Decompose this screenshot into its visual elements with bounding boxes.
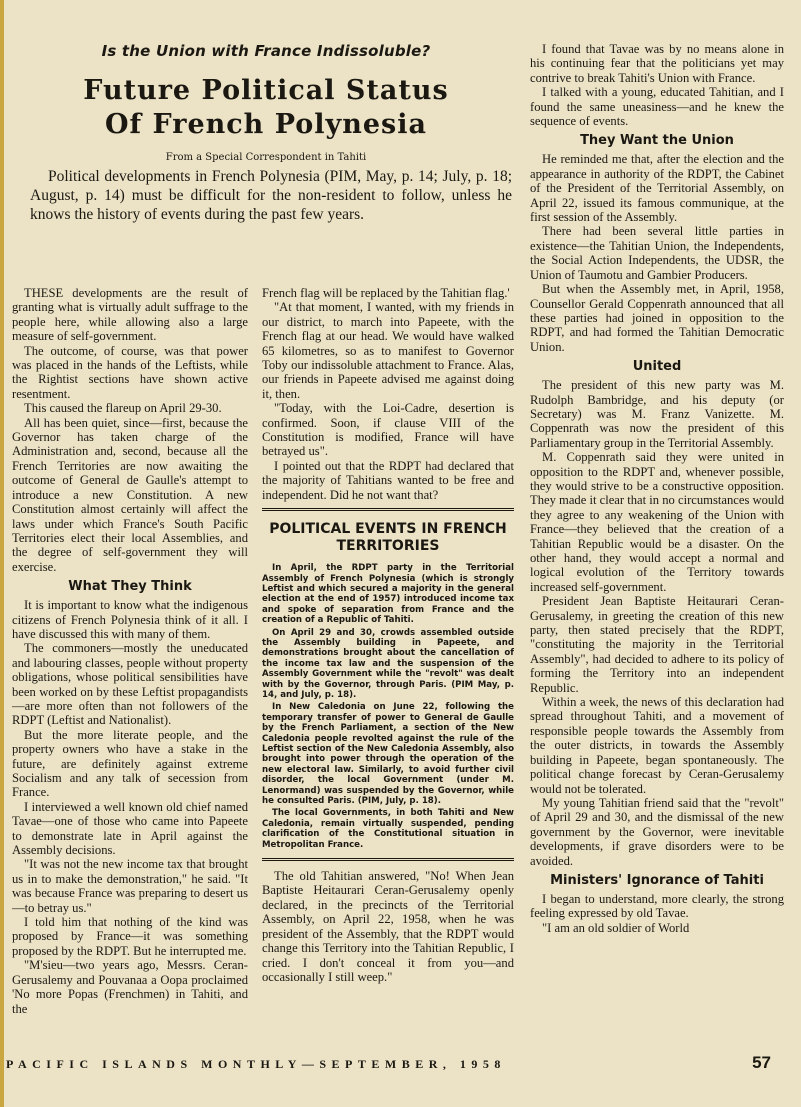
subheading: Ministers' Ignorance of Tahiti xyxy=(550,872,764,888)
paragraph: Within a week, the news of this declaration had spread throughout Tahiti, and a movement of responsible people towards the Assembly from the outer districts, in towards the Assembly building in Papeete, began spontaneously. The political change forecast by Ceran-Gerusalemy would not be tolerated. xyxy=(530,695,784,796)
column-1 xyxy=(12,286,248,1016)
paragraph: It is important to know what the indigenous citizens of French Polynesia think of it all. I have discussed this with many of them. xyxy=(12,598,248,641)
paragraph: My young Tahitian friend said that the "revolt" of April 29 and 30, and the dismissal of the new government by the Governor, were inevitable developments, if grave disorders were to be avoided. xyxy=(530,795,784,868)
paragraph: But the more literate people, and the property owners who have a stake in the future, are definitely against extreme Socialism and any talk of secession from France. xyxy=(12,727,248,800)
sidebar-paragraph: On April 29 and 30, crowds assembled outside the Assembly building in Papeete, and demonstrations brought about the cancellation of the income tax law and the suspension of the Assembly Government while the "revolt" was dealt with by the Governor, through Paris. (PIM May, p. 14, and July, p. 18). xyxy=(262,627,514,700)
paragraph: "Today, with the Loi-Cadre, desertion is confirmed. Soon, if clause VIII of the Constitution is modified, France will have betrayed us". xyxy=(262,401,514,459)
paragraph: I talked with a young, educated Tahitian, and I found the same uneasiness—and he knew the sequence of events. xyxy=(530,85,784,129)
page-edge xyxy=(0,0,4,1107)
paragraph: "M'sieu—two years ago, Messrs. Ceran-Gerusalemy and Pouvanaa a Oopa proclaimed 'No more Popas (Frenchmen) in Tahiti, and the xyxy=(12,958,248,1016)
paragraph: I interviewed a well known old chief named Tavae—one of those who came into Papeete to demonstrate late in April against the Assembly decisions. xyxy=(12,799,248,858)
sidebar-box xyxy=(262,508,514,861)
paragraph: President Jean Baptiste Heitaurari Ceran-Gerusalemy, in greeting the creation of this new party, then stated precisely that the RDPT, "constituting the majority in the Territorial Assembly", had decided to adhere to its policy of forming the Territory into an independent Republic. xyxy=(530,594,784,695)
paragraph: The outcome, of course, was that power was placed in the hands of the Leftists, while the Rightist sections have shown active resentment. xyxy=(12,343,248,401)
column-2 xyxy=(262,286,514,984)
paragraph: "It was not the new income tax that brought us in to make the demonstration," he said. "It was because France was preparing to desert us—to betray us." xyxy=(12,857,248,915)
sidebar-box-title: POLITICAL EVENTS IN FRENCH TERRITORIES xyxy=(269,521,507,555)
subheading: What They Think xyxy=(68,579,192,595)
paragraph: All has been quiet, since—first, because the Governor has taken charge of the Administration and, second, because all the French Territories are now awaiting the outcome of General de Gaulle's attempt to introduce a new Constitution. A new Constitution almost certainly will affect the laws under which France's South Pacific Territories elect their local Assemblies, and the degree of self-government they will exercise. xyxy=(12,415,248,574)
paragraph: I found that Tavae was by no means alone in his continuing fear that the politicians yet may contrive to break Tahiti's Union with France. xyxy=(530,42,784,85)
subheading: They Want the Union xyxy=(580,133,734,149)
article-title xyxy=(12,74,520,142)
paragraph: The president of this new party was M. Rudolph Bambridge, and his deputy (or Secretary) was M. Franz Vanizette. M. Coppenrath was now the president of this Parliamentary group in the Territorial Assembly. xyxy=(530,378,784,450)
byline: From a Special Correspondent in Tahiti xyxy=(165,152,367,163)
sidebar-paragraph: In April, the RDPT party in the Territorial Assembly of French Polynesia (which is strongly Leftist and which secured a majority in the general election at the end of 1957) introduced income tax and spoke of separation from France and the creation of a Republic of Tahiti. xyxy=(262,563,514,626)
paragraph: I began to understand, more clearly, the strong feeling expressed by old Tavae. xyxy=(530,891,784,921)
kicker-headline: Is the Union with France Indissoluble? xyxy=(101,42,431,60)
paragraph: This caused the flareup on April 29-30. xyxy=(24,401,222,416)
subheading: United xyxy=(632,359,682,375)
paragraph: But when the Assembly met, in April, 1958, Counsellor Gerald Coppenrath announced that all these parties had joined in opposition to the RDPT, and had formed the Tahitian Democratic Union. xyxy=(530,282,784,354)
title-line-1: Future Political Status xyxy=(83,75,449,106)
paragraph: I told him that nothing of the kind was proposed by France—it was something proposed by the RDPT. But he interrupted me. xyxy=(12,915,248,958)
page-footer: PACIFIC ISLANDS MONTHLY—SEPTEMBER, 1958 xyxy=(6,1057,506,1071)
paragraph: The old Tahitian answered, "No! When Jean Baptiste Heitaurari Ceran-Gerusalemy openly declared, in the precincts of the Territorial Assembly, on April 22, 1958, when he was president of the Assembly, that the RDPT would change this Territory into the Tahitian Republic, I cried. I don't conceal it from you—and occasionally I still weep." xyxy=(262,869,514,984)
paragraph: I pointed out that the RDPT had declared that the majority of Tahitians wanted to be free and independent. Did he not want that? xyxy=(262,458,514,502)
sidebar-paragraph: The local Governments, in both Tahiti and New Caledonia, remain virtually suspended, pending clarification of the Constitutional situation in Metropolitan France. xyxy=(262,808,514,850)
paragraph: "I am an old soldier of World xyxy=(542,920,690,935)
paragraph: There had been several little parties in existence—the Tahitian Union, the Independents, the Social Action Independents, the UDSR, the Union of Taumotu and Gambier Producers. xyxy=(530,224,784,282)
paragraph: "At that moment, I wanted, with my friends in our district, to march into Papeete, with the French flag at our head. We would have walked 65 kilometres, so as to manifest to Governor Toby our indissoluble attachment to France. Alas, our friends in Papeete advised me against doing it, then. xyxy=(262,300,514,401)
paragraph: THESE developments are the result of granting what is virtually adult suffrage to the people here, while allowing also a large measure of self-government. xyxy=(12,286,248,344)
column-3 xyxy=(530,42,784,935)
paragraph: The commoners—mostly the uneducated and labouring classes, people without property obligations, whose political sensibilities have been worked on by these Leftist propagandists—are more often than not followers of the RDPT (Leftist and Nationalist). xyxy=(12,641,248,728)
intro-paragraph: Political developments in French Polynesia (PIM, May, p. 14; July, p. 18; August, p. 14) must be difficult for the non-resident to follow, unless he knows the history of events during the past few years. xyxy=(30,168,512,223)
left-section xyxy=(12,38,520,1016)
paragraph: M. Coppenrath said they were united in opposition to the RDPT and, whenever possible, they would strive to be a constructive opposition. They made it clear that in no circumstances would they agree to any weakening of the Union with France—they believed that the creation of a Tahitian Republic would be a disaster. On the other hand, they would accept a normal and logical evolution of the Territory towards increased self-government. xyxy=(530,450,784,594)
sidebar-paragraph: In New Caledonia on June 22, following the temporary transfer of power to General de Gaulle by the French Parliament, a section of the New Caledonia people revolted against the rule of the Leftist section of the New Caledonia Assembly, also brought into power through the operation of the new electoral law. Similarly, to avoid further civil disorder, the local Government (under M. Lenormand) was suspended by the Governor, while he consulted Paris. (PIM, July, p. 18). xyxy=(262,702,514,807)
page-number: 57 xyxy=(752,1053,771,1072)
paragraph: He reminded me that, after the election and the appearance in authority of the RDPT, the Cabinet of the President of the Territorial Assembly, on April 22, issued its famous communique, at the first session of the Assembly. xyxy=(530,152,784,225)
title-line-2: Of French Polynesia xyxy=(104,109,428,140)
paragraph: French flag will be replaced by the Tahitian flag.' xyxy=(262,286,510,300)
